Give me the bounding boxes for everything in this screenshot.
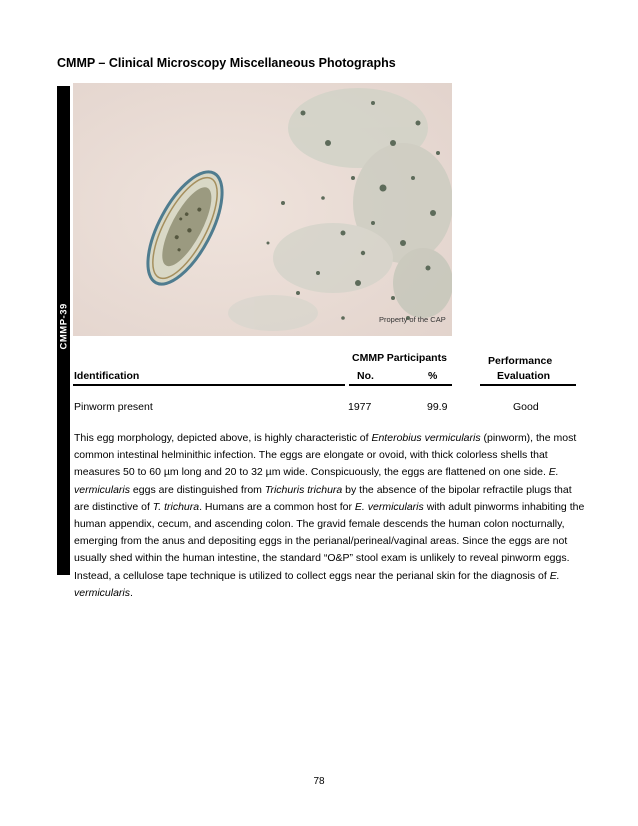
page-title: CMMP – Clinical Microscopy Miscellaneous Photographs	[57, 56, 396, 70]
row-percent: 99.9	[427, 401, 448, 413]
desc-species: Enterobius vermicularis	[371, 432, 481, 444]
no-header: No.	[357, 370, 374, 382]
header-rule-performance	[480, 384, 576, 386]
micrograph-photo	[73, 83, 452, 336]
header-rule-identification	[73, 384, 345, 386]
percent-header: %	[428, 370, 438, 382]
desc-species: Trichuris trichura	[264, 483, 343, 496]
row-evaluation: Good	[513, 401, 539, 413]
desc-species: E. vermicularis	[74, 569, 560, 599]
desc-text: . Humans are a common host for	[199, 500, 355, 513]
desc-text: .	[130, 586, 133, 599]
description-paragraph	[74, 430, 588, 602]
row-no: 1977	[348, 401, 372, 413]
desc-species: E. vermicularis	[354, 500, 424, 513]
performance-header: Performance	[488, 355, 553, 367]
desc-text: by the absence of the bipolar refractile plugs that are distinctive of	[74, 483, 572, 513]
row-identification: Pinworm present	[74, 401, 153, 413]
page-number: 78	[313, 776, 325, 787]
desc-text: This egg morphology, depicted above, is highly characteristic of	[74, 432, 372, 444]
desc-text: eggs are distinguished from	[130, 483, 265, 496]
case-label: CMMP-39	[58, 303, 70, 350]
desc-text: with adult pinworms inhabiting the human appendix, cecum, and ascending colon. The gravid female descends the human colon nocturnally, emerging from the anus and depositing eggs in the perianal/perineal/vaginal areas. Since the eggs are not usually shed within the human intestine, the standard “O&P” stool exam is unlikely to reveal pinworm eggs. Instead, a cellulose tape technique is utilized to collect eggs near the perianal skin for the diagnosis of	[74, 500, 585, 582]
desc-text: (pinworm), the most common intestinal helminithic infection. The eggs are elongate or ovoid, with thick colorless shells that measures 50 to 60 µm long and 20 to 32 µm wide. Conspicuously, the eggs are flattened on one side.	[74, 432, 577, 479]
identification-header: Identification	[74, 370, 140, 382]
photo-watermark: Property of the CAP	[379, 315, 446, 324]
desc-species: E. vermicularis	[74, 466, 559, 496]
header-rule-participants	[349, 384, 452, 386]
evaluation-header: Evaluation	[497, 370, 551, 382]
desc-species: T. trichura	[152, 500, 200, 513]
participants-header: CMMP Participants	[352, 352, 447, 364]
